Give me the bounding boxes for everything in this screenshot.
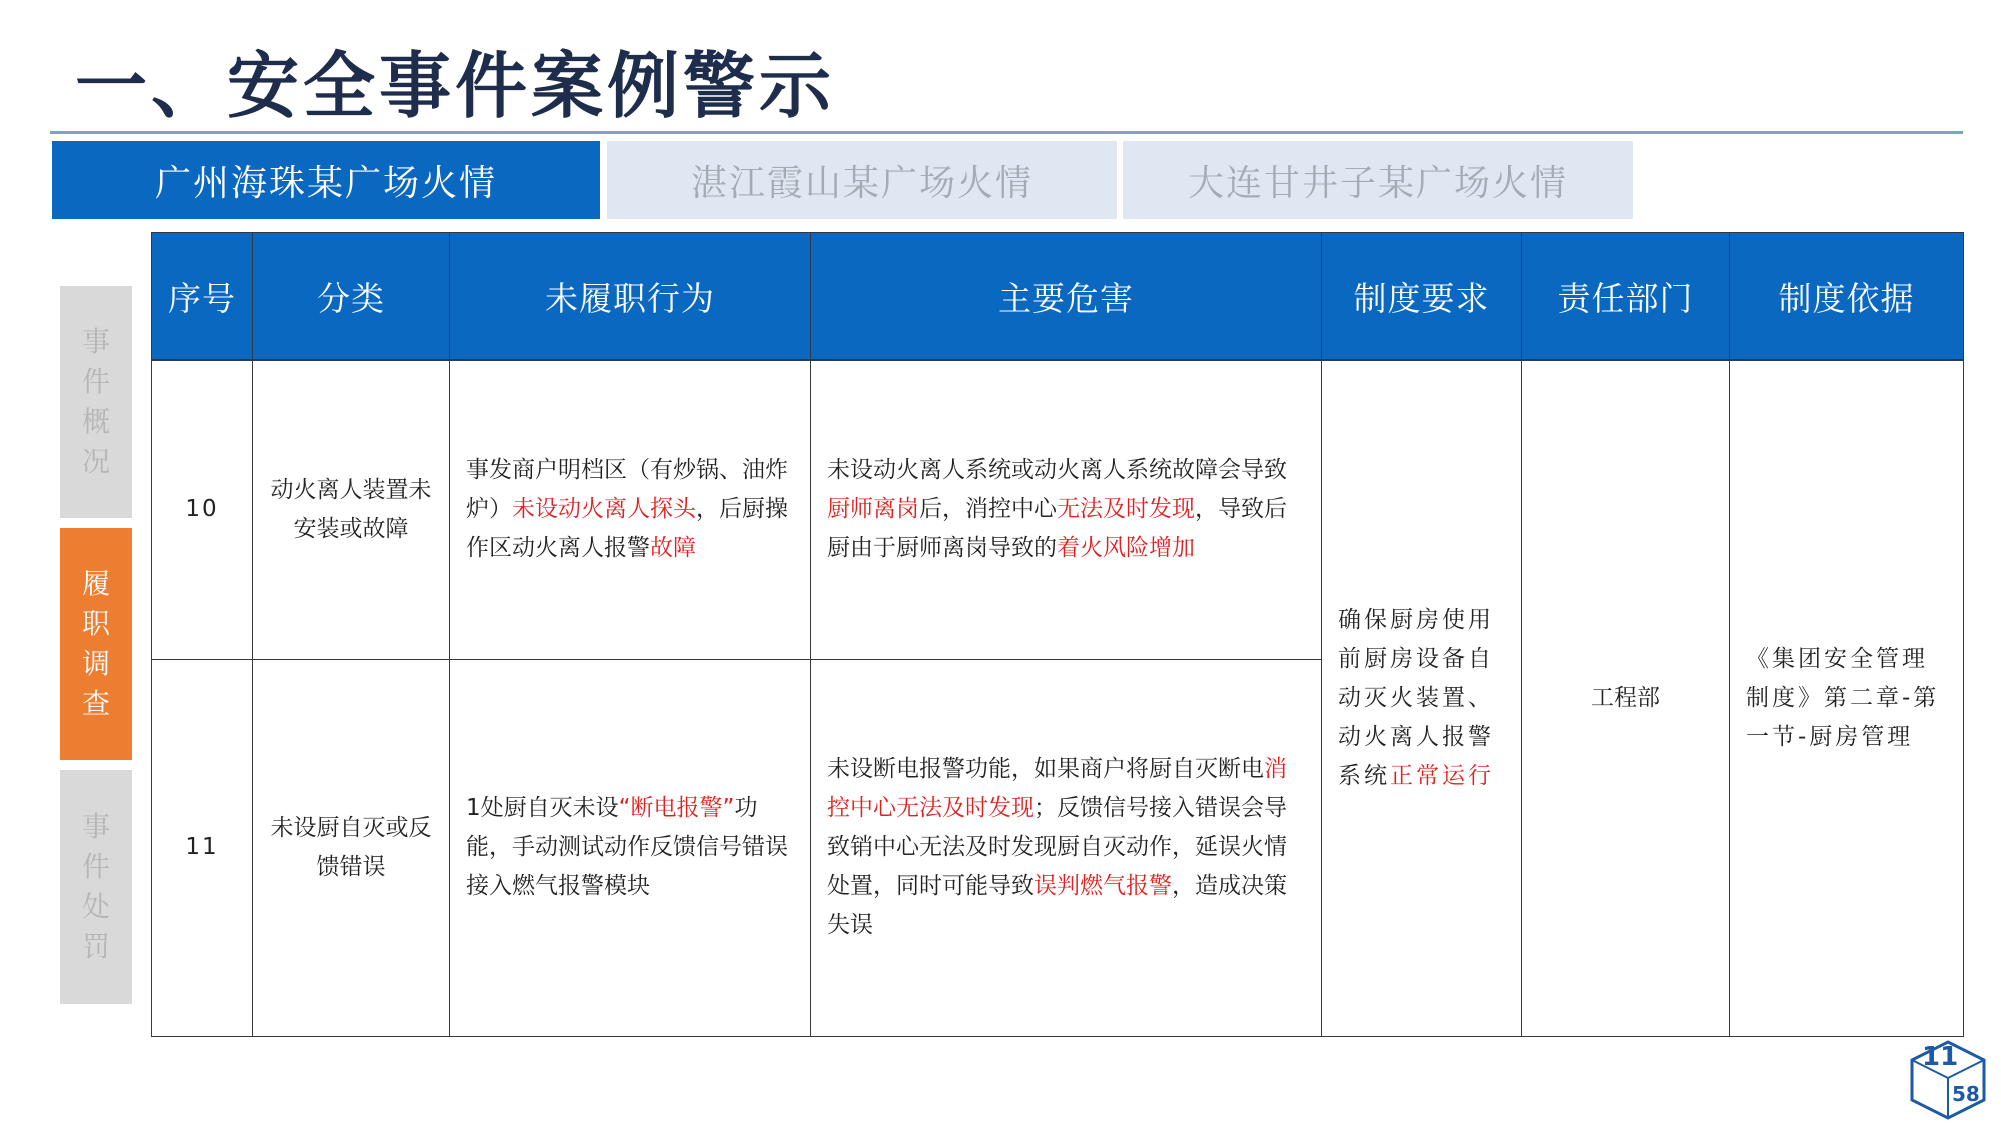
- side-char: 罚: [81, 930, 110, 963]
- body-text: ，导致后厨由于厨师离岗导致的: [827, 496, 1287, 562]
- highlight-text: “断电报警”: [618, 795, 735, 821]
- highlight-text: 着火风险增加: [1057, 535, 1195, 562]
- row-hazard: [811, 659, 1322, 1036]
- tab-guangzhou-haizhu[interactable]: 广州海珠某广场火情: [52, 141, 600, 219]
- highlight-text: 未设动火离人探头: [512, 496, 696, 523]
- title-divider: [50, 131, 1963, 134]
- side-char: 处: [81, 890, 110, 923]
- header-department: 责任部门: [1522, 233, 1730, 361]
- body-text: ；反馈信号接入错误会导致销中心无法及时发现厨自灭动作，延误火情处置，同时可能导致: [827, 795, 1287, 899]
- header-basis: 制度依据: [1730, 233, 1964, 361]
- side-char: 职: [81, 607, 110, 640]
- side-char: 事: [81, 325, 110, 358]
- header-hazard: 主要危害: [811, 233, 1322, 361]
- body-text: 确保厨房使用前厨房设备自动灭火装置、动火离人报警系统: [1338, 606, 1494, 789]
- side-char: 事: [81, 810, 110, 843]
- table-header-row: [152, 233, 1964, 361]
- page-title: 一、安全事件案例警示: [75, 43, 836, 128]
- table-row: [152, 360, 1964, 659]
- page-total: 58: [1952, 1082, 1980, 1106]
- department-cell: 工程部: [1522, 360, 1730, 1036]
- header-requirement: 制度要求: [1322, 233, 1522, 361]
- page-number-badge: [1908, 1040, 1988, 1120]
- body-text: 事发商户明档区（有炒锅、油炸炉）: [466, 457, 788, 523]
- row-category: 动火离人装置未安装或故障: [253, 360, 450, 659]
- row-seq: 10: [152, 360, 253, 659]
- header-behavior: 未履职行为: [450, 233, 811, 361]
- basis-cell: 《集团安全管理制度》第二章-第一节-厨房管理: [1730, 360, 1964, 1036]
- row-hazard: [811, 360, 1322, 659]
- body-text: 1处厨自灭未设: [466, 795, 619, 821]
- highlight-text: 误判燃气报警: [1034, 873, 1172, 899]
- page-current: 11: [1922, 1042, 1959, 1072]
- body-text: 未设断电报警功能，如果商户将厨自灭断电: [827, 756, 1264, 782]
- body-text: 未设动火离人系统或动火离人系统故障会导致: [827, 457, 1287, 484]
- tab-zhanjiang-xiashan[interactable]: 湛江霞山某广场火情: [607, 141, 1117, 219]
- side-char: 件: [81, 850, 110, 883]
- side-item-event-penalty[interactable]: [60, 770, 132, 1004]
- row-seq: 11: [152, 659, 253, 1036]
- side-char: 概: [81, 405, 110, 438]
- row-behavior: [450, 659, 811, 1036]
- body-text: ，后厨操作区动火离人报警: [466, 496, 788, 562]
- body-text: 功能，手动测试动作反馈信号错误接入燃气报警模块: [466, 795, 788, 899]
- requirement-cell: [1322, 360, 1522, 1036]
- side-char: 调: [81, 647, 110, 680]
- highlight-text: 故障: [650, 535, 696, 562]
- side-item-event-overview[interactable]: [60, 286, 132, 518]
- side-char: 件: [81, 365, 110, 398]
- side-char: 况: [81, 445, 110, 478]
- highlight-text: 正常运行: [1390, 762, 1494, 789]
- side-char: 查: [81, 687, 110, 720]
- side-char: 履: [81, 567, 110, 600]
- row-category: 未设厨自灭或反馈错误: [253, 659, 450, 1036]
- header-category: 分类: [253, 233, 450, 361]
- duty-table-container: [151, 232, 1963, 1032]
- body-text: ，造成决策失误: [827, 873, 1287, 938]
- duty-table: [151, 232, 1964, 1037]
- row-behavior: [450, 360, 811, 659]
- side-item-duty-investigation[interactable]: [60, 528, 132, 760]
- body-text: 后，消控中心: [919, 496, 1057, 523]
- tab-dalian-ganjingzi[interactable]: 大连甘井子某广场火情: [1123, 141, 1633, 219]
- highlight-text: 消控中心无法及时发现: [827, 756, 1287, 821]
- header-seq: 序号: [152, 233, 253, 361]
- highlight-text: 无法及时发现: [1057, 496, 1195, 523]
- highlight-text: 厨师离岗: [827, 496, 919, 523]
